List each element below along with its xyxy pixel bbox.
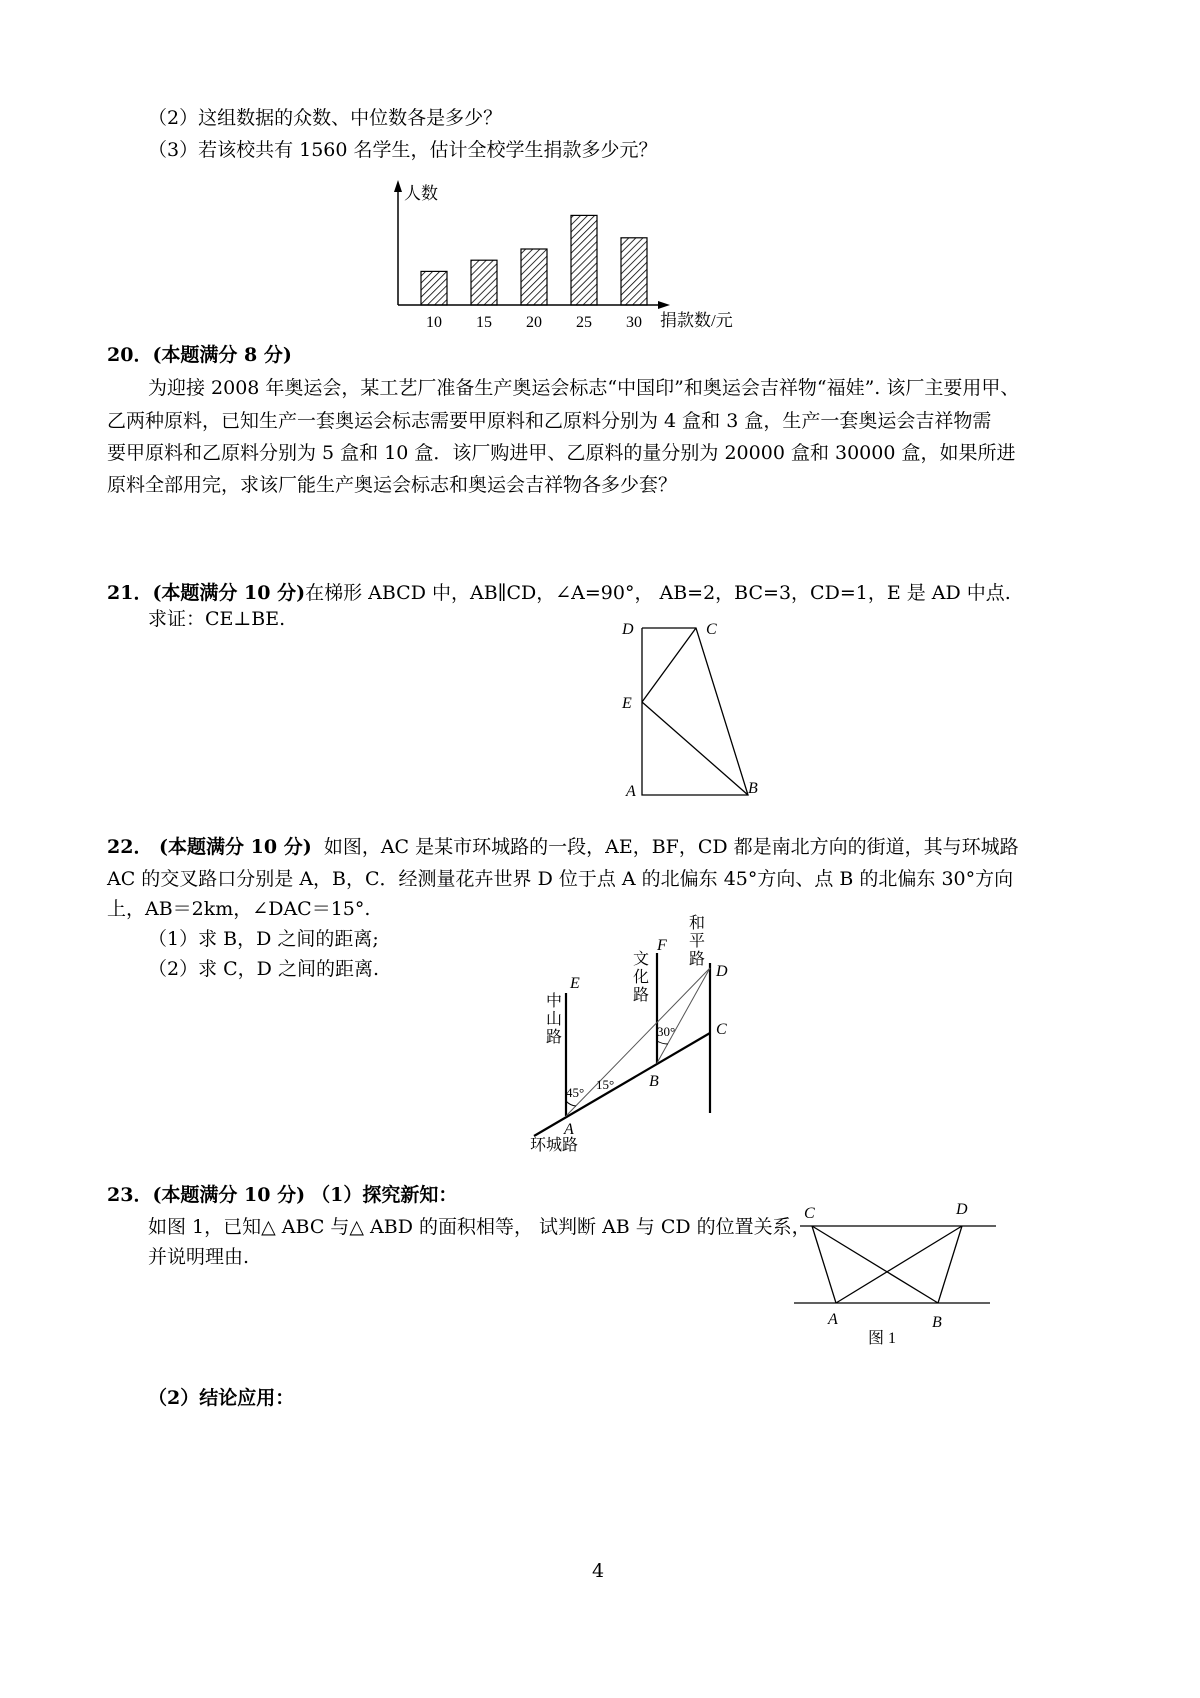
q22-first-line — [107, 834, 1019, 860]
q20-heading: 20．(本题满分 8 分) — [107, 344, 292, 366]
label-b: B — [932, 1314, 942, 1331]
q20-line-2: 乙两种原料，已知生产一套奥运会标志需要甲原料和乙原料分别为 4 盒和 3 盒，生产一套奥运会吉祥物需 — [107, 410, 992, 432]
label-a: A — [626, 783, 636, 800]
q20-line-4: 原料全部用完，求该厂能生产奥运会标志和奥运会吉祥物各多少套？ — [107, 474, 678, 496]
road-huancheng-label: 环城路 — [530, 1137, 579, 1154]
x-tick-20: 20 — [526, 314, 542, 331]
label-d: D — [622, 621, 634, 638]
q22-line-3: 上，AB＝2km，∠DAC＝15°. — [107, 898, 371, 920]
x-axis-arrow-icon — [658, 301, 670, 309]
label-f: F — [657, 937, 667, 954]
q21-first-line — [107, 580, 1011, 606]
label-d: D — [956, 1201, 968, 1218]
label-e: E — [622, 695, 632, 712]
q23-part1-title: （1）探究新知： — [311, 1184, 458, 1206]
label-a: A — [564, 1121, 574, 1138]
q23-line-1: 如图 1，已知△ ABC 与△ ABD 的面积相等， 试判断 AB 与 CD 的位置关系， — [148, 1216, 811, 1238]
q22-sub1: （1）求 B，D 之间的距离; — [148, 928, 379, 950]
trapezoid-figure — [600, 610, 780, 810]
angle-45-label: 45° — [566, 1085, 585, 1100]
x-tick-15: 15 — [476, 314, 492, 331]
angle-30-label: 30° — [657, 1024, 676, 1039]
parallel-lines-figure — [790, 1198, 1000, 1358]
y-axis-label: 人数 — [404, 184, 438, 203]
q23-heading: 23．(本题满分 10 分) — [107, 1184, 306, 1206]
bar-15 — [471, 260, 497, 305]
q22-sub2: （2）求 C，D 之间的距离. — [148, 958, 379, 980]
q22-line-1: 如图，AC 是某市环城路的一段，AE，BF，CD 都是南北方向的街道，其与环城路 — [323, 836, 1019, 858]
q23-first-line — [107, 1182, 457, 1208]
street-map-figure — [520, 908, 760, 1158]
q19-sub2: （2）这组数据的众数、中位数各是多少？ — [148, 107, 503, 129]
label-c: C — [706, 621, 717, 638]
bar-30 — [621, 238, 647, 305]
q23-line-2: 并说明理由. — [148, 1246, 250, 1268]
figure-caption: 图 1 — [868, 1330, 897, 1347]
road-wenhua-label: 文化路 — [633, 951, 650, 1004]
road-zhongshan-label: 中山路 — [546, 993, 563, 1046]
q23-part2-title: （2）结论应用： — [148, 1387, 295, 1409]
x-tick-10: 10 — [426, 314, 442, 331]
q21-prove: 求证：CE⊥BE. — [148, 608, 286, 630]
label-d: D — [716, 963, 728, 980]
page-number: 4 — [592, 1560, 605, 1582]
q20-line-1: 为迎接 2008 年奥运会，某工艺厂准备生产奥运会标志“中国印”和奥运会吉祥物“福娃”. 该厂主要用甲、 — [148, 377, 1020, 399]
q22-line-2: AC 的交叉路口分别是 A，B，C．经测量花卉世界 D 位于点 A 的北偏东 45°方向、点 B 的北偏东 30°方向 — [107, 868, 1014, 890]
label-c: C — [804, 1205, 815, 1222]
donation-bar-chart — [380, 175, 740, 340]
q22-heading: 22． (本题满分 10 分) — [107, 836, 312, 858]
label-e: E — [570, 975, 580, 992]
bar-20 — [521, 249, 547, 305]
q20-line-3: 要甲原料和乙原料分别为 5 盒和 10 盒．该厂购进甲、乙原料的量分别为 20000 盒和 30000 盒，如果所进 — [107, 442, 1016, 464]
q21-statement: 在梯形 ABCD 中，AB∥CD，∠A=90°， AB=2，BC=3，CD=1，E 是 AD 中点. — [305, 582, 1011, 604]
label-c: C — [716, 1021, 727, 1038]
label-b: B — [748, 780, 758, 797]
angle-15-label: 15° — [596, 1077, 615, 1092]
x-axis-label: 捐款数/元 — [660, 311, 733, 330]
label-b: B — [649, 1073, 659, 1090]
q21-heading: 21．(本题满分 10 分) — [107, 582, 306, 604]
label-a: A — [828, 1311, 838, 1328]
bar-10 — [421, 271, 447, 305]
x-tick-25: 25 — [576, 314, 592, 331]
road-heping-label: 和平路 — [689, 915, 706, 968]
x-tick-30: 30 — [626, 314, 642, 331]
y-axis-arrow-icon — [394, 180, 402, 192]
q19-sub3: （3）若该校共有 1560 名学生，估计全校学生捐款多少元？ — [148, 139, 658, 161]
bar-25 — [571, 215, 597, 305]
